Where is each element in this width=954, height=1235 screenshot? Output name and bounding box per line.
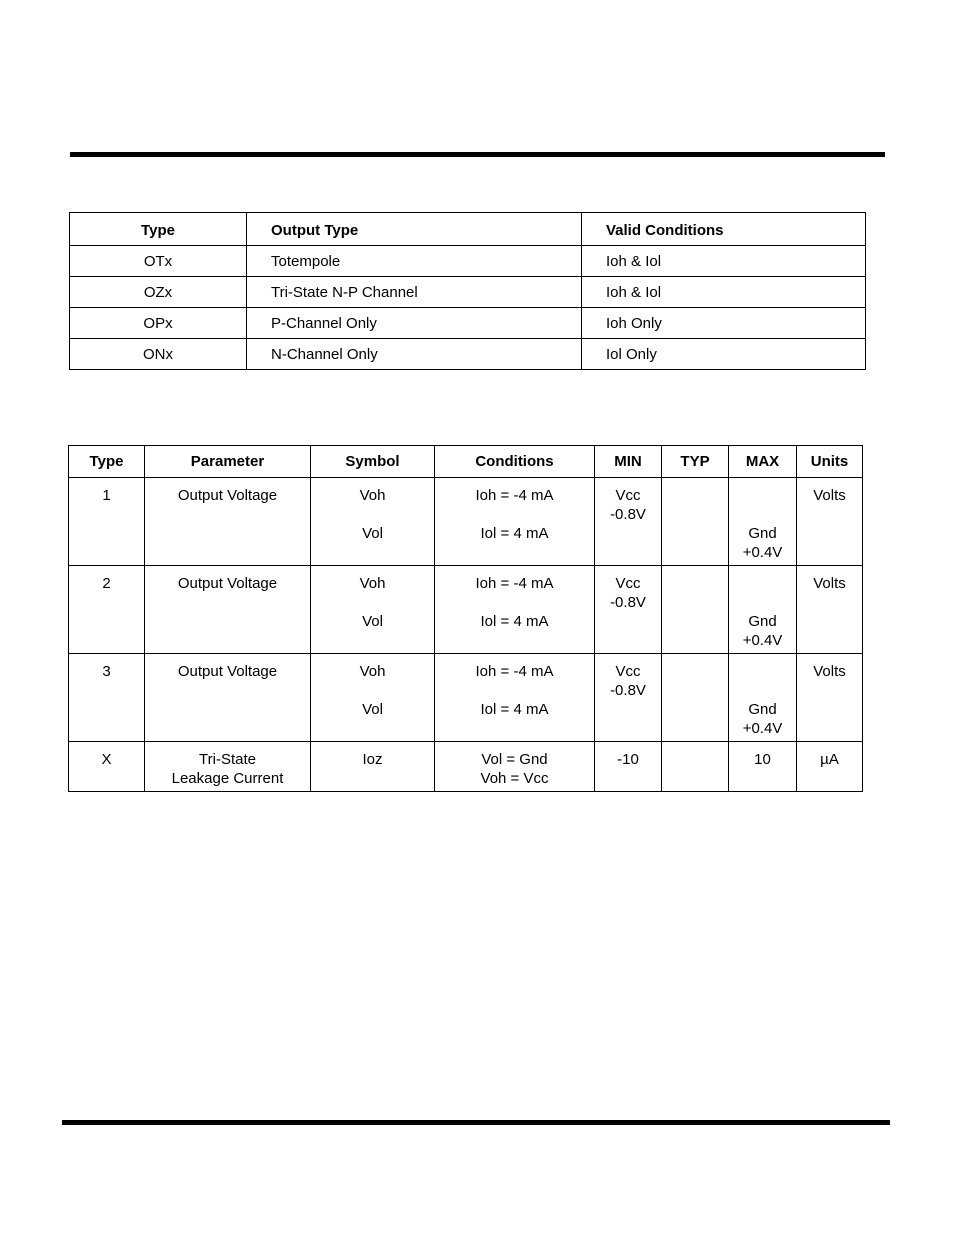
spacer: [729, 505, 796, 524]
header-conditions: Conditions: [435, 446, 595, 478]
table-row: [69, 742, 863, 792]
min-line-1: Vcc: [615, 663, 641, 680]
header-output-type: Output Type: [247, 213, 582, 246]
max-line-1: Gnd: [748, 701, 777, 718]
cell-typ: [662, 478, 729, 566]
cell-parameter: [145, 742, 311, 792]
spacer: [435, 681, 594, 700]
condition-iol: Iol = 4 mA: [480, 613, 549, 630]
min-line-2: -0.8V: [610, 682, 646, 699]
output-types-table: [69, 212, 866, 370]
cell-conditions: [435, 566, 595, 654]
spacer: [311, 681, 434, 700]
table-row: [70, 308, 866, 339]
cell-type: ONx: [70, 339, 247, 370]
cell-type: 1: [69, 478, 145, 566]
table-row: [69, 478, 863, 566]
min-line-2: -0.8V: [610, 594, 646, 611]
electrical-characteristics-table: [68, 445, 863, 792]
cell-output-type: N-Channel Only: [247, 339, 582, 370]
cell-conditions: [435, 742, 595, 792]
min-line-1: Vcc: [615, 487, 641, 504]
bottom-horizontal-rule: [62, 1120, 890, 1125]
spacer: [435, 505, 594, 524]
cell-min: [595, 566, 662, 654]
header-valid-conditions: Valid Conditions: [582, 213, 866, 246]
condition-line-1: Vol = Gnd: [481, 751, 548, 768]
cell-type: X: [69, 742, 145, 792]
symbol-vol: Vol: [362, 701, 383, 718]
spacer: [729, 574, 796, 593]
spacer: [729, 486, 796, 505]
cell-output-type: Tri-State N-P Channel: [247, 277, 582, 308]
cell-conditions: [435, 654, 595, 742]
spacer: [311, 505, 434, 524]
cell-symbol: Ioz: [311, 742, 435, 792]
min-line-1: Vcc: [615, 575, 641, 592]
symbol-voh: Voh: [359, 575, 386, 592]
cell-conditions: [435, 478, 595, 566]
cell-type: 2: [69, 566, 145, 654]
cell-valid-conditions: Ioh Only: [582, 308, 866, 339]
table-row: [70, 277, 866, 308]
cell-max: [729, 566, 797, 654]
table-row: [70, 339, 866, 370]
cell-units: Volts: [797, 654, 863, 742]
condition-ioh: Ioh = -4 mA: [475, 663, 554, 680]
table-row: [69, 566, 863, 654]
table-row: [70, 246, 866, 277]
cell-output-type: Totempole: [247, 246, 582, 277]
cell-min: [595, 654, 662, 742]
header-type: Type: [69, 446, 145, 478]
table-header-row: [70, 213, 866, 246]
header-units: Units: [797, 446, 863, 478]
table-header-row: [69, 446, 863, 478]
spacer: [729, 662, 796, 681]
cell-typ: [662, 566, 729, 654]
header-max: MAX: [729, 446, 797, 478]
header-symbol: Symbol: [311, 446, 435, 478]
cell-type: OZx: [70, 277, 247, 308]
parameter-line-2: Leakage Current: [171, 770, 284, 787]
symbol-vol: Vol: [362, 613, 383, 630]
cell-parameter: Output Voltage: [145, 654, 311, 742]
header-parameter: Parameter: [145, 446, 311, 478]
cell-max: [729, 654, 797, 742]
condition-iol: Iol = 4 mA: [480, 701, 549, 718]
condition-ioh: Ioh = -4 mA: [475, 487, 554, 504]
max-line-2: +0.4V: [742, 632, 783, 649]
spacer: [729, 593, 796, 612]
condition-ioh: Ioh = -4 mA: [475, 575, 554, 592]
condition-line-2: Voh = Vcc: [480, 770, 549, 787]
cell-valid-conditions: Ioh & Iol: [582, 246, 866, 277]
cell-max: [729, 478, 797, 566]
header-min: MIN: [595, 446, 662, 478]
max-line-1: Gnd: [748, 613, 777, 630]
spacer: [311, 593, 434, 612]
header-type: Type: [70, 213, 247, 246]
parameter-line-1: Tri-State: [199, 751, 256, 768]
cell-symbol: [311, 654, 435, 742]
cell-typ: [662, 654, 729, 742]
cell-parameter: Output Voltage: [145, 566, 311, 654]
header-typ: TYP: [662, 446, 729, 478]
cell-valid-conditions: Iol Only: [582, 339, 866, 370]
max-line-2: +0.4V: [742, 720, 783, 737]
cell-max: 10: [729, 742, 797, 792]
max-line-2: +0.4V: [742, 544, 783, 561]
cell-type: OPx: [70, 308, 247, 339]
condition-iol: Iol = 4 mA: [480, 525, 549, 542]
cell-type: OTx: [70, 246, 247, 277]
cell-symbol: [311, 478, 435, 566]
cell-symbol: [311, 566, 435, 654]
symbol-vol: Vol: [362, 525, 383, 542]
cell-min: -10: [595, 742, 662, 792]
cell-typ: [662, 742, 729, 792]
cell-min: [595, 478, 662, 566]
top-horizontal-rule: [70, 152, 885, 157]
symbol-voh: Voh: [359, 487, 386, 504]
min-line-2: -0.8V: [610, 506, 646, 523]
cell-parameter: Output Voltage: [145, 478, 311, 566]
cell-valid-conditions: Ioh & Iol: [582, 277, 866, 308]
spacer: [729, 681, 796, 700]
cell-units: Volts: [797, 566, 863, 654]
spacer: [435, 593, 594, 612]
cell-units: Volts: [797, 478, 863, 566]
symbol-voh: Voh: [359, 663, 386, 680]
cell-type: 3: [69, 654, 145, 742]
max-line-1: Gnd: [748, 525, 777, 542]
table-row: [69, 654, 863, 742]
cell-output-type: P-Channel Only: [247, 308, 582, 339]
cell-units: µA: [797, 742, 863, 792]
